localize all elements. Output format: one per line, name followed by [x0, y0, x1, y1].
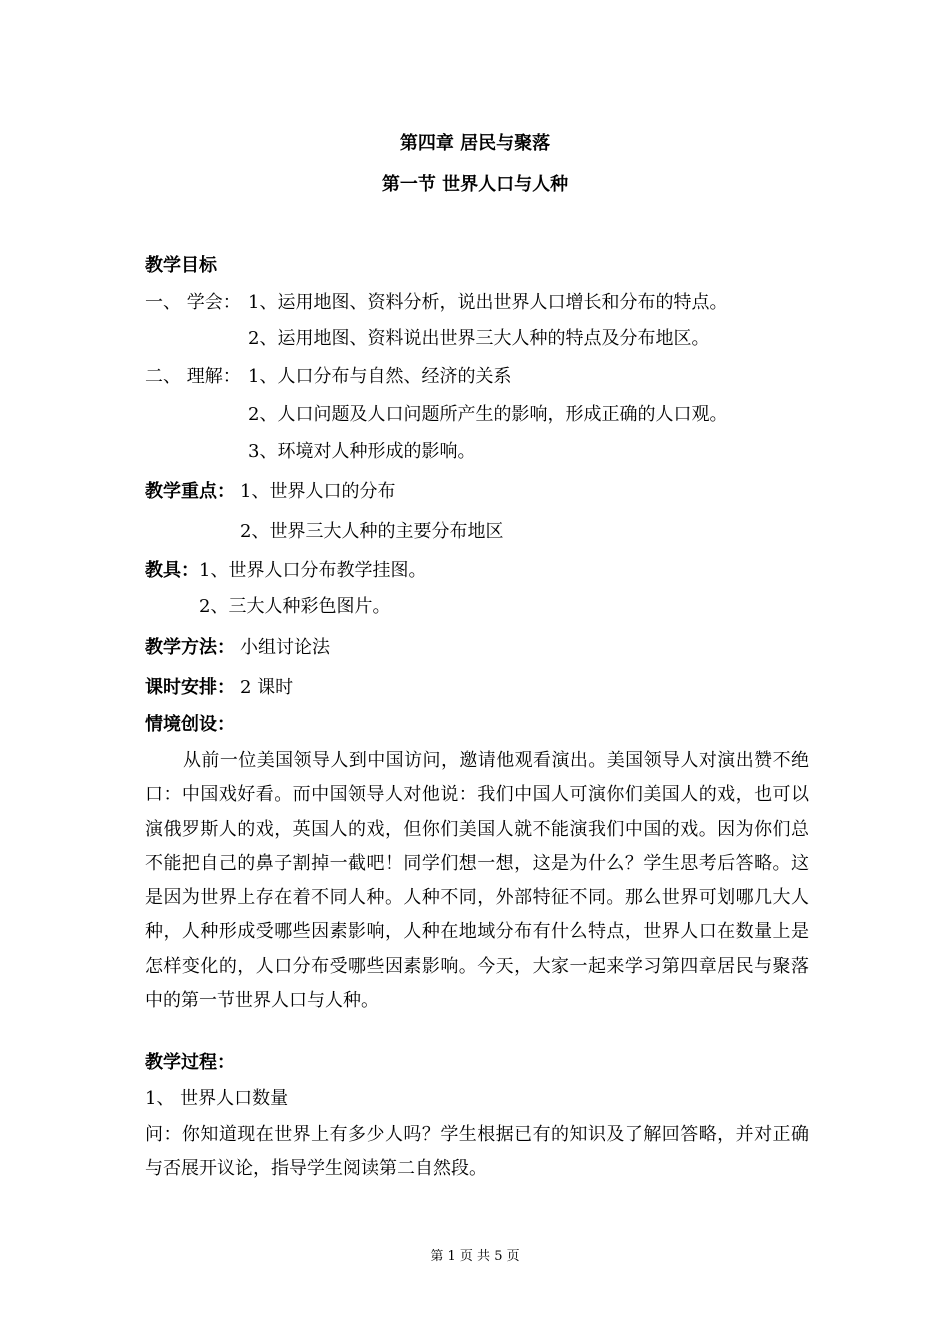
objective-understand-2: 2、人口问题及人口问题所产生的影响，形成正确的人口观。	[248, 404, 728, 425]
schedule-label: 课时安排：	[145, 677, 235, 698]
tool-2: 2、三大人种彩色图片。	[199, 596, 391, 617]
objective-understand-prefix: 二、 理解：	[145, 366, 241, 387]
objectives-heading: 教学目标	[145, 255, 217, 276]
process-question: 问：你知道现在世界上有多少人吗？学生根据已有的知识及了解回答略，并对正确与否展开议论，指导学生阅读第二自然段。	[145, 1124, 809, 1180]
tools-label: 教具：	[145, 560, 199, 581]
key-points-label: 教学重点：	[145, 481, 235, 502]
method-label: 教学方法：	[145, 637, 235, 658]
section-title: 第一节 世界人口与人种	[381, 174, 569, 195]
process-label: 教学过程：	[145, 1052, 235, 1073]
objective-understand-1: 1、人口分布与自然、经济的关系	[248, 366, 512, 387]
chapter-title: 第四章 居民与聚落	[399, 133, 551, 154]
key-point-2: 2、世界三大人种的主要分布地区	[240, 521, 504, 542]
page-footer: 第 1 页 共 5 页	[430, 1249, 520, 1264]
objective-understand-3: 3、环境对人种形成的影响。	[248, 441, 476, 462]
objective-learn-1: 1、运用地图、资料分析，说出世界人口增长和分布的特点。	[248, 292, 728, 313]
scenario-paragraph: 从前一位美国领导人到中国访问，邀请他观看演出。美国领导人对演出赞不绝口：中国戏好看。而中国领导人对他说：我们中国人可演你们美国人的戏，也可以演俄罗斯人的戏，英国人的戏，但你们美国人就不能演我们中国的戏。因为你们总不能把自己的鼻子割掉一截吧！同学们想一想，这是为什么？学生思考后答略。这是因为世界上存在着不同人种。人种不同，外部特征不同。那么世界可划哪几大人种，人种形成受哪些因素影响，人种在地域分布有什么特点，世界人口在数量上是怎样变化的，人口分布受哪些因素影响。今天，大家一起来学习第四章居民与聚落中的第一节世界人口与人种。	[145, 750, 809, 1012]
method-value: 小组讨论法	[240, 637, 330, 658]
key-point-1: 1、世界人口的分布	[240, 481, 396, 502]
process-item-1: 1、 世界人口数量	[145, 1088, 289, 1109]
tool-1: 1、世界人口分布教学挂图。	[199, 560, 427, 581]
objective-learn-prefix: 一、 学会：	[145, 292, 241, 313]
schedule-value: 2 课时	[240, 677, 294, 698]
scenario-label: 情境创设：	[145, 714, 235, 735]
objective-learn-2: 2、运用地图、资料说出世界三大人种的特点及分布地区。	[248, 328, 710, 349]
